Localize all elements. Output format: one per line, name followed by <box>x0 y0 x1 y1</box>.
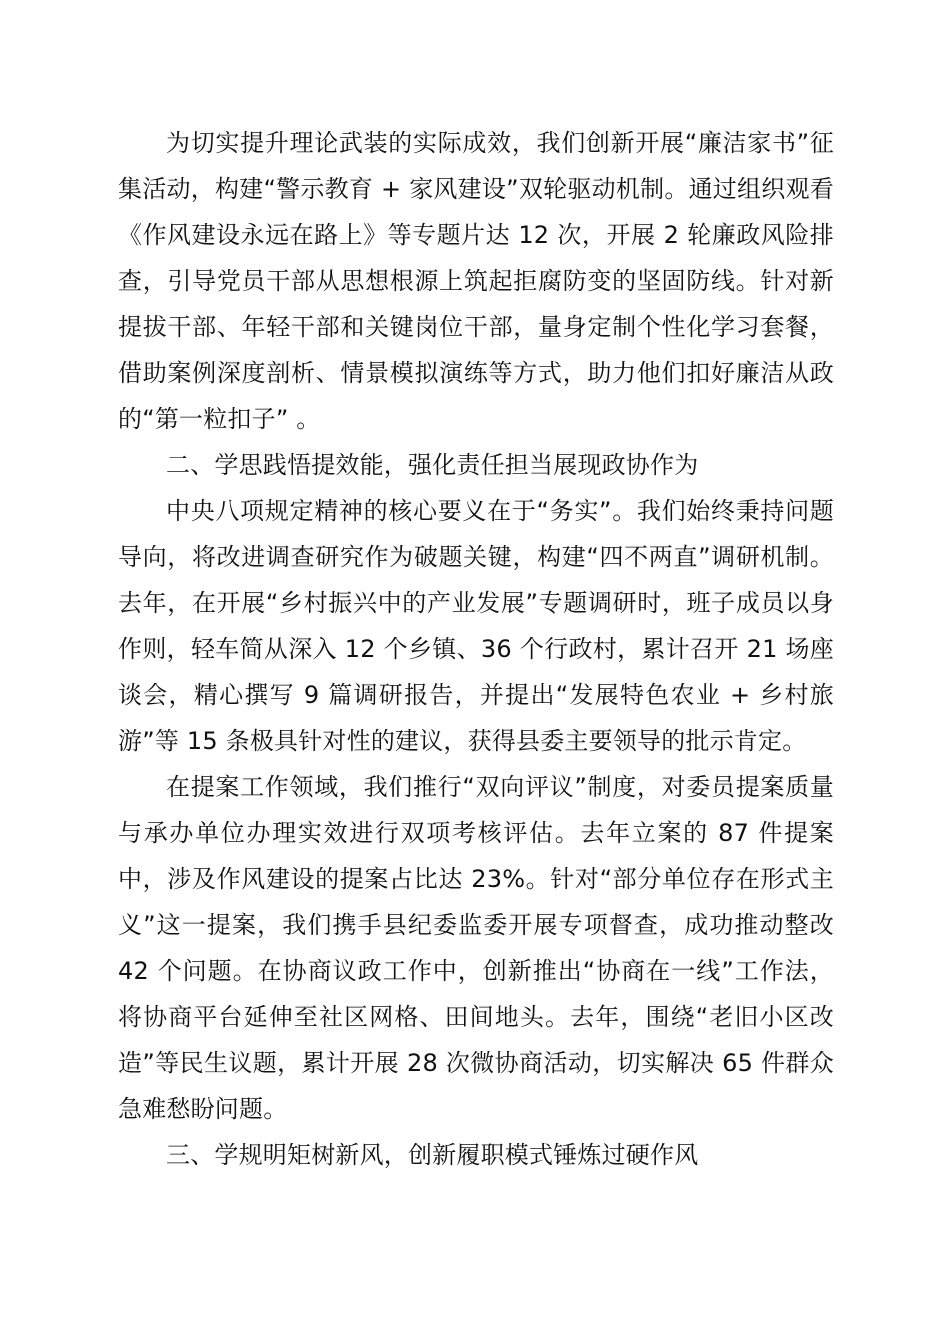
paragraph-research: 中央八项规定精神的核心要义在于“务实”。我们始终秉持问题导向，将改进调查研究作为破题关键，构建“四不两直”调研机制。去年，在开展“乡村振兴中的产业发展”专题调研时，班子成员以身作则，轻车简从深入 12 个乡镇、36 个行政村，累计召开 21 场座谈会，精心撰写 9 篇调研报告，并提出“发展特色农业 + 乡村旅游”等 15 条极具针对性的建议，获得县委主要领导的批示肯定。 <box>118 497 834 755</box>
section-heading-three: 三、学规明矩树新风，创新履职模式锤炼过硬作风 <box>166 1141 699 1169</box>
paragraph-proposals: 在提案工作领域，我们推行“双向评议”制度，对委员提案质量与承办单位办理实效进行双项考核评估。去年立案的 87 件提案中，涉及作风建设的提案占比达 23%。针对“部分单位存在形式主义”这一提案，我们携手县纪委监委开展专项督查，成功推动整改 42 个问题。在协商议政工作中，创新推出“协商在一线”工作法，将协商平台延伸至社区网格、田间地头。去年，围绕“老旧小区改造”等民生议题，累计开展 28 次微协商活动，切实解决 65 件群众急难愁盼问题。 <box>118 773 834 1123</box>
paragraph-integrity-education: 为切实提升理论武装的实际成效，我们创新开展“廉洁家书”征集活动，构建“警示教育 + 家风建设”双轮驱动机制。通过组织观看《作风建设永远在路上》等专题片达 12 次，开展 2 轮廉政风险排查，引导党员干部从思想根源上筑起拒腐防变的坚固防线。针对新提拔干部、年轻干部和关键岗位干部，量身定制个性化学习套餐，借助案例深度剖析、情景模拟演练等方式，助力他们扣好廉洁从政的“第一粒扣子” 。 <box>118 129 834 433</box>
section-heading-two: 二、学思践悟提效能，强化责任担当展现政协作为 <box>166 451 699 479</box>
document-page <box>118 120 834 1178</box>
